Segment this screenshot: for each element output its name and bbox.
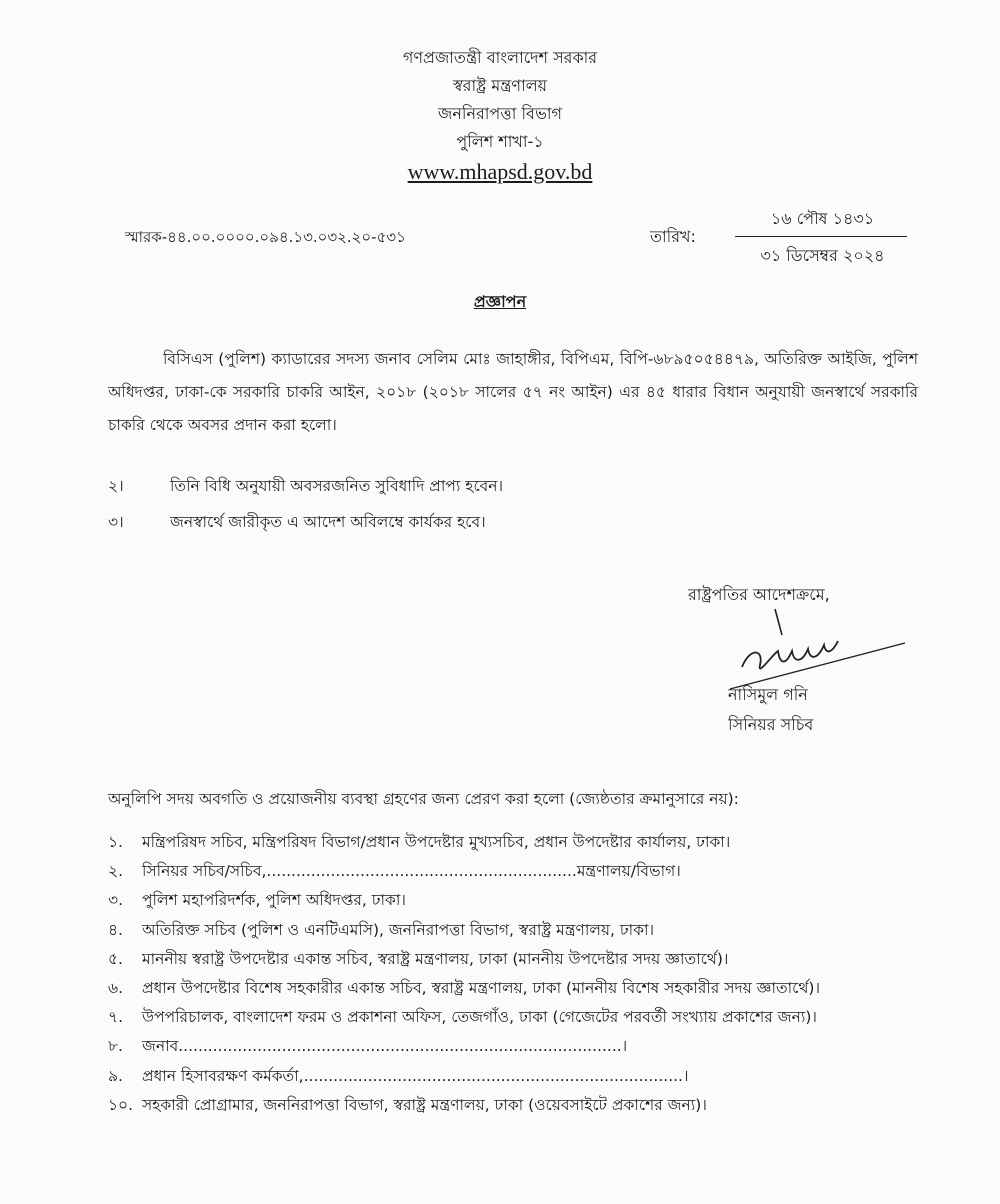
letterhead [0,44,1000,186]
clause-2 [108,474,503,500]
ministry-name: স্বরাষ্ট্র মন্ত্রণালয় [452,76,548,95]
list-item [108,1091,928,1120]
clause-text: তিনি বিধি অনুযায়ী অবসরজনিত সুবিধাদি প্রাপ্য হবেন। [170,477,504,495]
list-item [108,974,928,1003]
signatory-designation: সিনিয়র সচিব [728,715,814,734]
item-text: উপপরিচালক, বাংলাদেশ ফরম ও প্রকাশনা অফিস, তেজগাঁও, ঢাকা (গেজেটের পরবর্তী সংখ্যায় প্রকাশের জন্য)। [142,1008,817,1027]
list-item [108,828,928,857]
item-number: ৯. [108,1066,123,1085]
item-text: মন্ত্রিপরিষদ সচিব, মন্ত্রিপরিষদ বিভাগ/প্রধান উপদেষ্টার মুখ্যসচিব, প্রধান উপদেষ্টার কার্যালয়, ঢাকা। [142,833,731,851]
copy-list [108,828,928,1120]
list-item [108,916,928,945]
order-line: রাষ্ট্রপতির আদেশক্রমে, [688,585,830,604]
date-label: তারিখ: [650,227,696,246]
list-item [108,1003,928,1032]
item-text: প্রধান উপদেষ্টার বিশেষ সহকারীর একান্ত সচিব, স্বরাষ্ট্র মন্ত্রণালয়, ঢাকা (মাননীয় বিশেষ সহকারীর সদয় জ্ঞাতার্থে)। [142,979,820,998]
item-number: ৪. [108,920,123,939]
list-item [108,1062,928,1091]
list-item [108,857,928,886]
item-text: মাননীয় স্বরাষ্ট্র উপদেষ্টার একান্ত সচিব, স্বরাষ্ট্র মন্ত্রণালয়, ঢাকা (মাননীয় উপদেষ্টার সদয় জ্ঞাতার্থে)। [142,949,729,968]
branch-name: পুলিশ শাখা-১ [456,132,544,151]
item-number: ২. [108,862,124,881]
item-number: ৩. [108,891,124,910]
copy-intro: অনুলিপি সদয় অবগতি ও প্রয়োজনীয় ব্যবস্থা গ্রহণের জন্য প্রেরণ করা হলো (জ্যেষ্ঠতার ক্রমানুসারে নয়): [108,790,739,808]
item-text: অতিরিক্ত সচিব (পুলিশ ও এনটিএমসি), জননিরাপত্তা বিভাগ, স্বরাষ্ট্র মন্ত্রণালয়, ঢাকা। [142,920,655,939]
list-item [108,1032,928,1061]
memo-reference: স্মারক-৪৪.০০.০০০০.০৯৪.১৩.০৩২.২০-৫৩১ [125,228,406,246]
division-name: জননিরাপত্তা বিভাগ [438,104,562,123]
date-divider [735,236,907,237]
item-number: ৬. [108,979,124,998]
item-text: সহকারী প্রোগ্রামার, জননিরাপত্তা বিভাগ, স্বরাষ্ট্র মন্ত্রণালয়, ঢাকা (ওয়েবসাইটে প্রকাশের জন্য)। [142,1095,707,1114]
item-number: ১০. [108,1095,134,1114]
date-english: ৩১ ডিসেম্বর ২০২৪ [760,246,885,265]
item-text: পুলিশ মহাপরিদর্শক, পুলিশ অধিদপ্তর, ঢাকা। [142,891,406,910]
list-item [108,886,928,915]
clause-text: জনস্বার্থে জারীকৃত এ আদেশ অবিলম্বে কার্যকর হবে। [170,513,486,531]
item-text: সিনিয়র সচিব/সচিব,...............................................................মন্ত্রণালয়/বিভাগ। [142,862,681,881]
clause-number: ৩। [108,513,124,531]
item-number: ৫. [108,949,123,968]
list-item [108,945,928,974]
item-number: ৭. [108,1008,124,1027]
clause-3 [108,510,486,536]
government-name: গণপ্রজাতন্ত্রী বাংলাদেশ সরকার [402,48,598,67]
body-paragraph: বিসিএস (পুলিশ) ক্যাডারের সদস্য জনাব সেলিম মোঃ জাহাঙ্গীর, বিপিএম, বিপি-৬৮৯৫০৫৪৪৭৯, অতিরিক্ত আইজি, পুলিশ অধিদপ্তর, ঢাকা-কে সরকারি চাকরি আইন, ২০১৮ (২০১৮ সালের ৫৭ নং আইন) এর ৪৫ ধারার বিধান অনুযায়ী জনস্বার্থে সরকারি চাকরি থেকে অবসর প্রদান করা হলো। [108,350,918,434]
item-number: ৮. [108,1037,123,1056]
item-number: ১. [108,833,123,851]
clause-number: ২। [108,477,124,495]
date-bangla: ১৬ পৌষ ১৪৩১ [770,209,875,228]
subject-title: প্রজ্ঞাপন [473,292,527,311]
item-text: জনাব..........................................................................................। [142,1037,628,1056]
website-link[interactable]: www.mhapsd.gov.bd [407,159,593,184]
signatory-name: নাসিমুল গনি [728,685,808,704]
item-text: প্রধান হিসাবরক্ষণ কর্মকর্তা,.............................................................................। [142,1066,689,1085]
